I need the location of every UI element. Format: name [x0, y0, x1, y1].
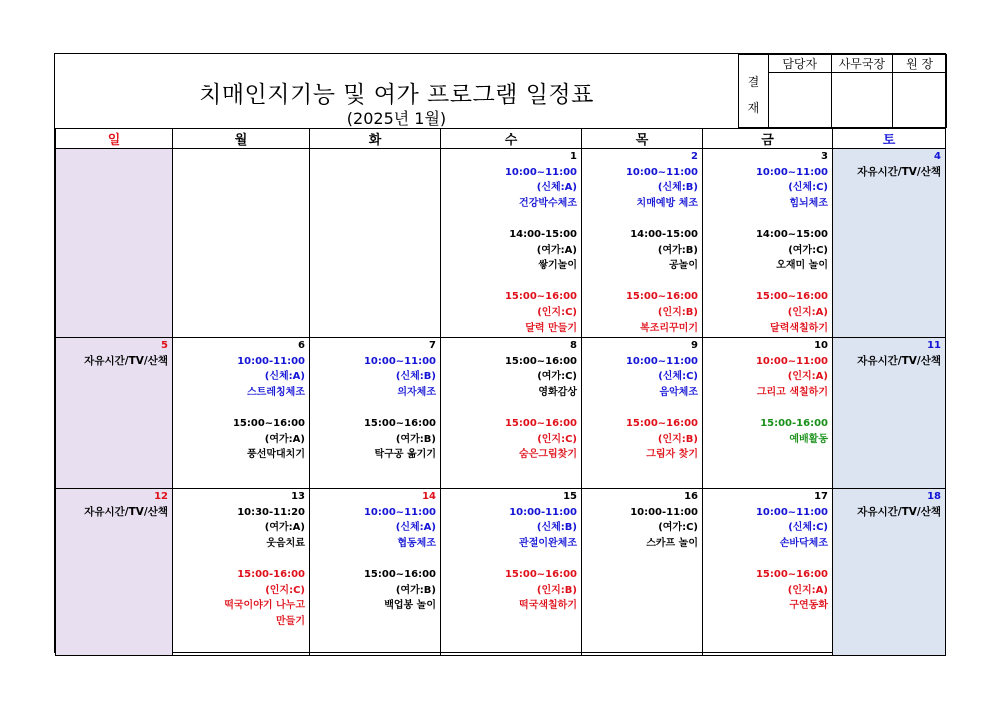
program-line: (신체:B) — [536, 522, 577, 534]
program-line: 10:00~11:00 — [625, 355, 698, 367]
program-line: (신체:A) — [264, 371, 305, 383]
program-line: (신체:C) — [658, 371, 698, 383]
approval-role-manager: 담당자 — [768, 55, 831, 73]
approval-role-director: 원 장 — [893, 55, 947, 73]
calendar-day-cell — [56, 149, 173, 338]
calendar-week-row — [56, 338, 946, 489]
program-line: 15:00~16:00 — [232, 417, 305, 429]
program-line: 숨은그림찾기 — [519, 449, 577, 461]
weekday-wed: 수 — [441, 129, 582, 149]
program-line: 힘뇌체조 — [789, 197, 828, 209]
program-line: (신체:B) — [395, 371, 436, 383]
program-line: 구연동화 — [789, 600, 828, 612]
program-line: (인지:B) — [657, 306, 698, 318]
day-number: 5 — [161, 340, 168, 351]
program-line: 웃음치료 — [266, 537, 305, 549]
program-line: 오재미 놀이 — [776, 260, 828, 272]
calendar-day-cell — [310, 489, 441, 656]
line-gap — [310, 551, 440, 567]
program-line: (신체:B) — [657, 182, 698, 194]
day-number: 17 — [814, 491, 828, 502]
program-line: (여가:C) — [658, 522, 698, 534]
day-number: 14 — [422, 491, 436, 502]
day-number: 2 — [691, 151, 698, 162]
program-line: 10:00-11:00 — [237, 355, 305, 367]
calendar-day-cell — [173, 338, 310, 489]
calendar-day-cell — [173, 489, 310, 656]
line-gap — [173, 400, 309, 416]
program-line: 10:00~11:00 — [755, 355, 828, 367]
calendar-day-cell — [703, 149, 833, 338]
approval-label: 결 재 — [739, 55, 769, 128]
calendar-day-cell — [56, 338, 173, 489]
program-line: 공놀이 — [669, 260, 698, 272]
program-line: 10:00~11:00 — [625, 166, 698, 178]
program-line: 떡국색칠하기 — [519, 600, 577, 612]
title-area — [55, 54, 738, 128]
calendar-day-cell — [833, 338, 946, 489]
program-line: (여가:C) — [788, 244, 828, 256]
program-line: 음악체조 — [659, 386, 698, 398]
program-line: 10:00-11:00 — [630, 506, 698, 518]
program-line: (신체:A) — [395, 522, 436, 534]
calendar-day-cell — [441, 149, 582, 338]
approval-sign-director[interactable] — [893, 73, 947, 128]
calendar-table — [55, 128, 946, 656]
program-line: (여가:A) — [536, 244, 577, 256]
free-time-label: 자유시간/TV/산책 — [84, 505, 168, 518]
program-line: 10:00~11:00 — [504, 166, 577, 178]
program-line: (인지:A) — [787, 306, 828, 318]
program-line: (인지:B) — [536, 584, 577, 596]
program-line: 14:00-15:00 — [509, 228, 577, 240]
program-line: 만들기 — [276, 615, 305, 627]
weekday-sat: 토 — [833, 129, 946, 149]
day-number: 6 — [298, 340, 305, 351]
program-line: 손바닥체조 — [779, 537, 828, 549]
program-line: (신체:A) — [536, 182, 577, 194]
calendar-week-row — [56, 489, 946, 656]
program-line: 영화감상 — [538, 386, 577, 398]
line-gap — [173, 551, 309, 567]
calendar-day-cell — [582, 338, 703, 489]
program-line: 14:00-15:00 — [630, 228, 698, 240]
calendar-day-cell — [833, 149, 946, 338]
calendar-day-cell — [582, 149, 703, 338]
calendar-day-cell — [173, 149, 310, 338]
program-line: (여가:C) — [537, 371, 577, 383]
free-time-label: 자유시간/TV/산책 — [857, 165, 941, 178]
program-line: 쌓기놀이 — [538, 260, 577, 272]
program-line: 달력 만들기 — [525, 322, 577, 334]
calendar-day-cell — [441, 489, 582, 656]
weekday-tue: 화 — [310, 129, 441, 149]
program-line: 협동체조 — [397, 537, 436, 549]
day-number: 11 — [927, 340, 941, 351]
calendar-day-cell — [703, 489, 833, 656]
program-line: 복조리꾸미기 — [640, 322, 698, 334]
program-line: 건강박수체조 — [519, 197, 577, 209]
program-line: 10:00-11:00 — [509, 506, 577, 518]
program-line: 15:00~16:00 — [625, 291, 698, 303]
line-gap — [703, 400, 832, 416]
program-line: 10:00~11:00 — [755, 506, 828, 518]
free-time-label: 자유시간/TV/산책 — [84, 354, 168, 367]
line-gap — [441, 211, 581, 227]
line-gap — [310, 400, 440, 416]
program-line: 풍선막대치기 — [247, 449, 305, 461]
approval-box — [738, 54, 947, 128]
page-subtitle: (2025년 1월) — [346, 109, 447, 128]
program-line: 14:00~15:00 — [755, 228, 828, 240]
program-line: 15:00~16:00 — [504, 355, 577, 367]
line-gap — [582, 400, 702, 416]
program-line: 그림자 찾기 — [646, 449, 698, 461]
calendar-body — [56, 149, 946, 656]
day-number: 3 — [821, 151, 828, 162]
day-number: 13 — [291, 491, 305, 502]
weekday-sun: 일 — [56, 129, 173, 149]
program-line: (여가:B) — [395, 433, 436, 445]
program-line: 백업봉 놀이 — [384, 600, 436, 612]
calendar-day-cell — [441, 338, 582, 489]
program-line: 15:00~16:00 — [504, 291, 577, 303]
program-line: 스트레칭체조 — [247, 386, 305, 398]
program-line: 관절이완체조 — [519, 537, 577, 549]
calendar-day-cell — [703, 338, 833, 489]
program-line: (여가:B) — [657, 244, 698, 256]
program-line: 15:00-16:00 — [237, 568, 305, 580]
program-line: 10:00~11:00 — [363, 355, 436, 367]
approval-sign-manager[interactable] — [768, 73, 831, 128]
program-line: (인지:C) — [537, 306, 577, 318]
day-number: 15 — [563, 491, 577, 502]
program-line: (여가:A) — [264, 433, 305, 445]
program-line: 10:00~11:00 — [363, 506, 436, 518]
day-number: 4 — [934, 151, 941, 162]
calendar-day-cell — [56, 489, 173, 656]
free-time-label: 자유시간/TV/산책 — [857, 354, 941, 367]
calendar-day-cell — [582, 489, 703, 656]
program-line: (여가:A) — [264, 522, 305, 534]
calendar-day-cell — [833, 489, 946, 656]
line-gap — [441, 400, 581, 416]
calendar-day-cell — [310, 149, 441, 338]
program-line: 15:00~16:00 — [755, 291, 828, 303]
program-line: 15:00~16:00 — [363, 568, 436, 580]
line-gap — [703, 274, 832, 290]
approval-role-secretary: 사무국장 — [831, 55, 893, 73]
program-line: 그리고 색칠하기 — [756, 386, 828, 398]
program-line: 탁구공 옮기기 — [374, 449, 436, 461]
line-gap — [582, 211, 702, 227]
program-line: (신체:C) — [788, 522, 828, 534]
day-number: 10 — [814, 340, 828, 351]
weekday-fri: 금 — [703, 129, 833, 149]
program-line: (신체:C) — [788, 182, 828, 194]
program-line: 의자체조 — [397, 386, 436, 398]
day-number: 18 — [927, 491, 941, 502]
program-line: 치매예방 체조 — [636, 197, 698, 209]
program-line: 10:00~11:00 — [755, 166, 828, 178]
program-line: 떡국이야기 나누고 — [224, 600, 305, 612]
free-time-label: 자유시간/TV/산책 — [857, 505, 941, 518]
calendar-day-cell — [310, 338, 441, 489]
program-line: 15:00~16:00 — [625, 417, 698, 429]
line-gap — [703, 211, 832, 227]
line-gap — [703, 551, 832, 567]
day-number: 9 — [691, 340, 698, 351]
day-number: 12 — [154, 491, 168, 502]
program-line: 15:00~16:00 — [504, 417, 577, 429]
day-number: 8 — [570, 340, 577, 351]
program-line: (인지:C) — [537, 433, 577, 445]
approval-sign-secretary[interactable] — [831, 73, 893, 128]
program-line: (인지:C) — [265, 584, 305, 596]
line-gap — [441, 551, 581, 567]
day-number: 1 — [570, 151, 577, 162]
weekday-mon: 월 — [173, 129, 310, 149]
program-line: 달력색칠하기 — [770, 322, 828, 334]
page-title: 치매인지기능 및 여가 프로그램 일정표 — [199, 82, 594, 108]
program-line: 예배활동 — [789, 433, 828, 445]
program-line: 15:00~16:00 — [504, 568, 577, 580]
program-line: 스카프 놀이 — [646, 537, 698, 549]
program-line: (여가:B) — [395, 584, 436, 596]
schedule-sheet — [54, 53, 946, 653]
line-gap — [441, 274, 581, 290]
program-line: (인지:A) — [787, 584, 828, 596]
program-line: (인지:A) — [787, 371, 828, 383]
line-gap — [582, 274, 702, 290]
weekday-header-row — [56, 129, 946, 149]
program-line: 15:00~16:00 — [755, 568, 828, 580]
day-number: 16 — [684, 491, 698, 502]
program-line: 15:00~16:00 — [363, 417, 436, 429]
weekday-thu: 목 — [582, 129, 703, 149]
program-line: 15:00-16:00 — [760, 417, 828, 429]
day-number: 7 — [429, 340, 436, 351]
program-line: (인지:B) — [657, 433, 698, 445]
program-line: 10:30-11:20 — [237, 506, 305, 518]
calendar-week-row — [56, 149, 946, 338]
